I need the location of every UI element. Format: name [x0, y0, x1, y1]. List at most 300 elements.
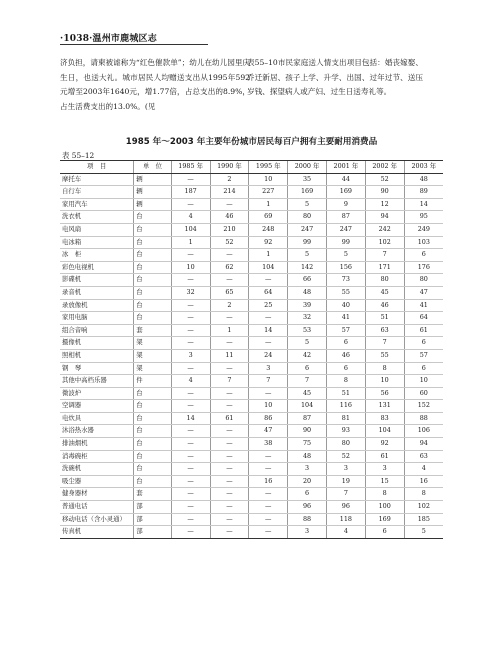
- value-cell: 56: [365, 387, 404, 400]
- value-cell: 248: [249, 223, 288, 236]
- value-cell: —: [171, 425, 210, 438]
- unit-cell: 台: [134, 211, 171, 224]
- value-cell: 7: [249, 375, 288, 388]
- value-cell: 24: [249, 349, 288, 362]
- unit-cell: 台: [134, 387, 171, 400]
- value-cell: 242: [365, 223, 404, 236]
- value-cell: 96: [326, 501, 365, 514]
- value-cell: 8: [404, 488, 443, 501]
- table-row: [60, 186, 443, 199]
- value-cell: —: [210, 438, 249, 451]
- value-cell: 104: [365, 425, 404, 438]
- value-cell: 87: [326, 211, 365, 224]
- value-cell: 227: [249, 186, 288, 199]
- value-cell: 247: [288, 223, 327, 236]
- table-row: [60, 349, 443, 362]
- item-name-cell: 微波炉: [60, 387, 134, 400]
- value-cell: 104: [171, 223, 210, 236]
- value-cell: 3: [288, 526, 327, 539]
- value-cell: 32: [171, 286, 210, 299]
- value-cell: 187: [171, 186, 210, 199]
- table-number: 表 55–12: [62, 151, 95, 160]
- column-header: 2002 年: [365, 161, 404, 174]
- table-row: [60, 438, 443, 451]
- unit-cell: 台: [134, 425, 171, 438]
- unit-cell: 部: [134, 501, 171, 514]
- value-cell: —: [210, 312, 249, 325]
- unit-cell: 台: [134, 450, 171, 463]
- value-cell: —: [249, 337, 288, 350]
- value-cell: —: [210, 198, 249, 211]
- value-cell: —: [249, 463, 288, 476]
- item-name-cell: 录音机: [60, 286, 134, 299]
- value-cell: 5: [288, 249, 327, 262]
- unit-cell: 台: [134, 249, 171, 262]
- item-name-cell: 电冰箱: [60, 236, 134, 249]
- value-cell: 118: [326, 513, 365, 526]
- item-name-cell: 录放像机: [60, 299, 134, 312]
- table-row: [60, 463, 443, 476]
- value-cell: —: [171, 488, 210, 501]
- value-cell: 55: [365, 349, 404, 362]
- value-cell: 38: [249, 438, 288, 451]
- page-number: ·1038·: [60, 34, 93, 44]
- value-cell: 51: [365, 312, 404, 325]
- table-row: [60, 425, 443, 438]
- value-cell: 152: [404, 400, 443, 413]
- item-name-cell: 普通电话: [60, 501, 134, 514]
- value-cell: —: [171, 526, 210, 539]
- value-cell: 1: [171, 236, 210, 249]
- column-header: 单 位: [134, 161, 171, 174]
- table-row: [60, 261, 443, 274]
- value-cell: 83: [365, 412, 404, 425]
- value-cell: —: [210, 463, 249, 476]
- value-cell: 156: [326, 261, 365, 274]
- value-cell: 8: [365, 362, 404, 375]
- table-row: [60, 337, 443, 350]
- value-cell: 131: [365, 400, 404, 413]
- value-cell: 44: [326, 173, 365, 186]
- value-cell: 57: [404, 349, 443, 362]
- value-cell: —: [249, 526, 288, 539]
- value-cell: 80: [288, 211, 327, 224]
- value-cell: —: [171, 438, 210, 451]
- value-cell: 61: [365, 450, 404, 463]
- item-name-cell: 沐浴热水器: [60, 425, 134, 438]
- unit-cell: 架: [134, 349, 171, 362]
- unit-cell: 台: [134, 286, 171, 299]
- value-cell: —: [210, 513, 249, 526]
- value-cell: 3: [365, 463, 404, 476]
- value-cell: 3: [171, 349, 210, 362]
- value-cell: 69: [249, 211, 288, 224]
- value-cell: —: [171, 299, 210, 312]
- value-cell: 7: [210, 375, 249, 388]
- item-name-cell: 照相机: [60, 349, 134, 362]
- item-name-cell: 电炊具: [60, 412, 134, 425]
- item-name-cell: 排油烟机: [60, 438, 134, 451]
- item-name-cell: 家用电脑: [60, 312, 134, 325]
- value-cell: —: [249, 312, 288, 325]
- unit-cell: 架: [134, 337, 171, 350]
- running-header: [60, 31, 157, 44]
- value-cell: 52: [210, 236, 249, 249]
- unit-cell: 台: [134, 312, 171, 325]
- value-cell: 142: [288, 261, 327, 274]
- value-cell: 185: [404, 513, 443, 526]
- value-cell: 99: [288, 236, 327, 249]
- value-cell: 80: [404, 274, 443, 287]
- value-cell: 92: [249, 236, 288, 249]
- value-cell: —: [171, 513, 210, 526]
- value-cell: 3: [326, 463, 365, 476]
- value-cell: —: [249, 488, 288, 501]
- value-cell: 52: [365, 173, 404, 186]
- item-name-cell: 摩托车: [60, 173, 134, 186]
- value-cell: 42: [288, 349, 327, 362]
- item-name-cell: 组合音响: [60, 324, 134, 337]
- value-cell: —: [171, 324, 210, 337]
- value-cell: 19: [326, 475, 365, 488]
- value-cell: 102: [404, 501, 443, 514]
- column-header: 1990 年: [210, 161, 249, 174]
- unit-cell: 套: [134, 488, 171, 501]
- value-cell: —: [171, 501, 210, 514]
- value-cell: —: [210, 387, 249, 400]
- value-cell: 20: [288, 475, 327, 488]
- value-cell: 8: [326, 375, 365, 388]
- value-cell: 45: [288, 387, 327, 400]
- table-row: [60, 475, 443, 488]
- value-cell: 16: [404, 475, 443, 488]
- value-cell: 66: [288, 274, 327, 287]
- value-cell: 6: [288, 362, 327, 375]
- value-cell: 94: [365, 211, 404, 224]
- value-cell: 3: [288, 463, 327, 476]
- value-cell: 4: [171, 375, 210, 388]
- value-cell: —: [171, 274, 210, 287]
- value-cell: 86: [249, 412, 288, 425]
- value-cell: 1: [249, 249, 288, 262]
- value-cell: 63: [365, 324, 404, 337]
- value-cell: —: [210, 362, 249, 375]
- value-cell: —: [171, 450, 210, 463]
- table-row: [60, 274, 443, 287]
- table-row: [60, 412, 443, 425]
- item-name-cell: 空调器: [60, 400, 134, 413]
- item-name-cell: 吸尘器: [60, 475, 134, 488]
- value-cell: 1: [249, 198, 288, 211]
- value-cell: —: [249, 387, 288, 400]
- value-cell: 47: [404, 286, 443, 299]
- item-name-cell: 健身器材: [60, 488, 134, 501]
- value-cell: 6: [326, 362, 365, 375]
- value-cell: 16: [249, 475, 288, 488]
- value-cell: 75: [288, 438, 327, 451]
- value-cell: —: [171, 249, 210, 262]
- table-row: [60, 286, 443, 299]
- value-cell: 65: [210, 286, 249, 299]
- value-cell: —: [171, 362, 210, 375]
- unit-cell: 架: [134, 362, 171, 375]
- value-cell: 4: [404, 463, 443, 476]
- value-cell: 64: [249, 286, 288, 299]
- value-cell: 64: [404, 312, 443, 325]
- value-cell: 7: [326, 488, 365, 501]
- table-row: [60, 236, 443, 249]
- table-row: [60, 211, 443, 224]
- unit-cell: 台: [134, 475, 171, 488]
- value-cell: —: [210, 501, 249, 514]
- value-cell: 48: [288, 286, 327, 299]
- value-cell: 80: [365, 274, 404, 287]
- value-cell: 6: [365, 526, 404, 539]
- value-cell: 46: [326, 349, 365, 362]
- value-cell: 41: [404, 299, 443, 312]
- value-cell: 51: [326, 387, 365, 400]
- table-row: [60, 362, 443, 375]
- item-name-cell: 传真机: [60, 526, 134, 539]
- value-cell: —: [210, 249, 249, 262]
- value-cell: 94: [404, 438, 443, 451]
- value-cell: 214: [210, 186, 249, 199]
- value-cell: 5: [404, 526, 443, 539]
- value-cell: —: [171, 475, 210, 488]
- value-cell: 4: [171, 211, 210, 224]
- value-cell: 46: [210, 211, 249, 224]
- value-cell: 104: [288, 400, 327, 413]
- value-cell: 73: [326, 274, 365, 287]
- value-cell: 61: [210, 412, 249, 425]
- value-cell: 10: [404, 375, 443, 388]
- body-paragraph-right: 表55–10市民家庭送人情支出项目包括：婚丧嫁娶、乔迁新居、孩子上学、升学、出国、过年过节、送压岁钱、探望病人或产妇、过生日送寿礼等。: [247, 58, 423, 97]
- value-cell: 41: [326, 312, 365, 325]
- value-cell: 95: [404, 211, 443, 224]
- item-name-cell: 彩色电视机: [60, 261, 134, 274]
- value-cell: —: [210, 337, 249, 350]
- column-header: 2000 年: [288, 161, 327, 174]
- table-row: [60, 387, 443, 400]
- value-cell: —: [210, 475, 249, 488]
- value-cell: 92: [365, 438, 404, 451]
- value-cell: 40: [326, 299, 365, 312]
- unit-cell: 套: [134, 324, 171, 337]
- value-cell: 169: [365, 513, 404, 526]
- value-cell: 1: [210, 324, 249, 337]
- value-cell: 47: [249, 425, 288, 438]
- data-table: [60, 160, 443, 539]
- value-cell: 32: [288, 312, 327, 325]
- unit-cell: 台: [134, 274, 171, 287]
- value-cell: 46: [365, 299, 404, 312]
- value-cell: 5: [288, 337, 327, 350]
- unit-cell: 台: [134, 400, 171, 413]
- value-cell: 88: [404, 412, 443, 425]
- table-row: [60, 223, 443, 236]
- value-cell: —: [171, 337, 210, 350]
- unit-cell: 辆: [134, 173, 171, 186]
- table-row: [60, 526, 443, 539]
- item-name-cell: 洗碗机: [60, 463, 134, 476]
- value-cell: 247: [326, 223, 365, 236]
- value-cell: 96: [288, 501, 327, 514]
- value-cell: 6: [404, 249, 443, 262]
- value-cell: 80: [326, 438, 365, 451]
- value-cell: —: [249, 450, 288, 463]
- item-name-cell: 影碟机: [60, 274, 134, 287]
- value-cell: 169: [326, 186, 365, 199]
- value-cell: 52: [326, 450, 365, 463]
- table-row: [60, 249, 443, 262]
- value-cell: 39: [288, 299, 327, 312]
- unit-cell: 台: [134, 261, 171, 274]
- unit-cell: 台: [134, 412, 171, 425]
- value-cell: —: [171, 400, 210, 413]
- value-cell: —: [171, 463, 210, 476]
- value-cell: 53: [288, 324, 327, 337]
- value-cell: 2: [210, 173, 249, 186]
- table-header-row: [60, 161, 443, 174]
- table-row: [60, 198, 443, 211]
- table-row: [60, 173, 443, 186]
- value-cell: —: [249, 274, 288, 287]
- table-row: [60, 450, 443, 463]
- item-name-cell: 钢 琴: [60, 362, 134, 375]
- item-name-cell: 消毒碗柜: [60, 450, 134, 463]
- table-row: [60, 375, 443, 388]
- book-title: 温州市鹿城区志: [92, 34, 157, 44]
- column-header: 2001 年: [326, 161, 365, 174]
- value-cell: 14: [404, 198, 443, 211]
- table-title: 1985 年～2003 年主要年份城市居民每百户拥有主要耐用消费品: [125, 137, 378, 147]
- value-cell: 6: [404, 337, 443, 350]
- unit-cell: 台: [134, 463, 171, 476]
- item-name-cell: 家用汽车: [60, 198, 134, 211]
- value-cell: 102: [365, 236, 404, 249]
- value-cell: 7: [365, 249, 404, 262]
- value-cell: 48: [404, 173, 443, 186]
- value-cell: 7: [288, 375, 327, 388]
- value-cell: 249: [404, 223, 443, 236]
- unit-cell: 台: [134, 438, 171, 451]
- item-name-cell: 自行车: [60, 186, 134, 199]
- value-cell: 10: [249, 400, 288, 413]
- value-cell: 6: [326, 337, 365, 350]
- table-row: [60, 312, 443, 325]
- durable-goods-table: [60, 160, 443, 539]
- value-cell: —: [249, 513, 288, 526]
- value-cell: 116: [326, 400, 365, 413]
- column-header: 2003 年: [404, 161, 443, 174]
- value-cell: 4: [326, 526, 365, 539]
- value-cell: 103: [404, 236, 443, 249]
- value-cell: 90: [288, 425, 327, 438]
- value-cell: —: [171, 387, 210, 400]
- table-body: [60, 173, 443, 538]
- value-cell: 87: [288, 412, 327, 425]
- value-cell: 60: [404, 387, 443, 400]
- value-cell: 14: [171, 412, 210, 425]
- column-header: 1985 年: [171, 161, 210, 174]
- item-name-cell: 移动电话（含小灵通）: [60, 513, 134, 526]
- value-cell: —: [210, 400, 249, 413]
- value-cell: 100: [365, 501, 404, 514]
- value-cell: 35: [288, 173, 327, 186]
- value-cell: 89: [404, 186, 443, 199]
- unit-cell: 部: [134, 526, 171, 539]
- value-cell: —: [171, 312, 210, 325]
- value-cell: —: [210, 526, 249, 539]
- value-cell: 48: [288, 450, 327, 463]
- value-cell: 62: [210, 261, 249, 274]
- unit-cell: 辆: [134, 186, 171, 199]
- value-cell: 2: [210, 299, 249, 312]
- table-row: [60, 324, 443, 337]
- unit-cell: 台: [134, 236, 171, 249]
- item-name-cell: 摄像机: [60, 337, 134, 350]
- value-cell: 10: [171, 261, 210, 274]
- item-name-cell: 其他中高档乐器: [60, 375, 134, 388]
- value-cell: 61: [404, 324, 443, 337]
- unit-cell: 辆: [134, 198, 171, 211]
- value-cell: 90: [365, 186, 404, 199]
- value-cell: 15: [365, 475, 404, 488]
- table-row: [60, 501, 443, 514]
- item-name-cell: 电风扇: [60, 223, 134, 236]
- value-cell: —: [249, 501, 288, 514]
- unit-cell: 台: [134, 299, 171, 312]
- value-cell: 176: [404, 261, 443, 274]
- value-cell: 57: [326, 324, 365, 337]
- value-cell: 88: [288, 513, 327, 526]
- table-row: [60, 513, 443, 526]
- value-cell: —: [210, 274, 249, 287]
- value-cell: —: [171, 198, 210, 211]
- value-cell: 10: [365, 375, 404, 388]
- value-cell: 99: [326, 236, 365, 249]
- value-cell: 25: [249, 299, 288, 312]
- value-cell: 171: [365, 261, 404, 274]
- header-rule: [60, 44, 208, 45]
- body-paragraph-left: 济负担，请柬被谑称为“红色催款单”；幼儿在幼儿园里庆生日，也送大礼。城市居民人均赠送支出从1995年592元增至2003年1640元，增1.77倍，占总支出的8.9%，占生活费支出的13.0%。(见: [60, 58, 251, 111]
- value-cell: 169: [288, 186, 327, 199]
- value-cell: 93: [326, 425, 365, 438]
- value-cell: 81: [326, 412, 365, 425]
- value-cell: 5: [326, 249, 365, 262]
- unit-cell: 件: [134, 375, 171, 388]
- value-cell: 10: [249, 173, 288, 186]
- value-cell: 6: [404, 362, 443, 375]
- value-cell: —: [210, 488, 249, 501]
- value-cell: 104: [249, 261, 288, 274]
- value-cell: 6: [288, 488, 327, 501]
- value-cell: 11: [210, 349, 249, 362]
- value-cell: —: [210, 450, 249, 463]
- value-cell: 45: [365, 286, 404, 299]
- value-cell: 55: [326, 286, 365, 299]
- value-cell: 12: [365, 198, 404, 211]
- value-cell: 7: [365, 337, 404, 350]
- value-cell: 9: [326, 198, 365, 211]
- value-cell: 63: [404, 450, 443, 463]
- unit-cell: 部: [134, 513, 171, 526]
- value-cell: 5: [288, 198, 327, 211]
- value-cell: 8: [365, 488, 404, 501]
- table-row: [60, 299, 443, 312]
- value-cell: 106: [404, 425, 443, 438]
- value-cell: 3: [249, 362, 288, 375]
